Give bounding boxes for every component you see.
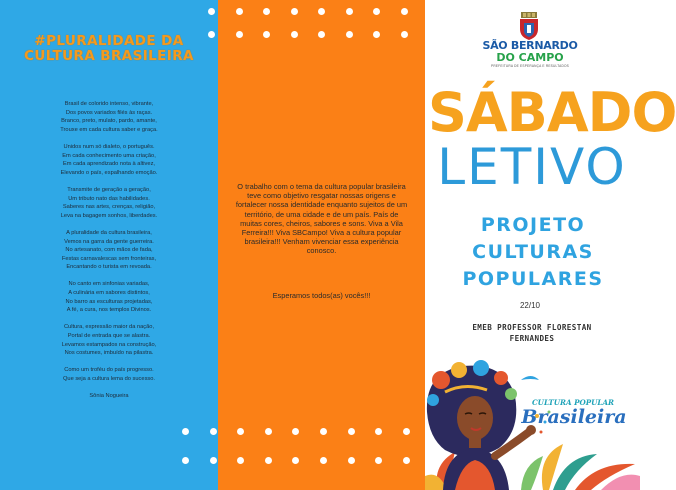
- poem-stanza: [6, 280, 212, 314]
- poem-author: Sônia Nogueira: [89, 393, 129, 400]
- poem-line: A fé, a cura, nos templos Divinos.: [66, 307, 152, 314]
- dot: [208, 31, 215, 38]
- poem-line: Branco, preto, mulato, pardo, amante,: [61, 118, 157, 125]
- poem-body: [6, 100, 212, 401]
- poem-line: Brasil de colorido intenso, vibrante,: [64, 101, 154, 107]
- poem-line: Saberes nas artes, crenças, religião,: [62, 204, 156, 211]
- invitation-closing: Esperamos todos(as) vocês!!!: [272, 291, 371, 300]
- school-name-line: FERNANDES: [509, 334, 555, 343]
- dot: [320, 457, 327, 464]
- poem-line: Portal de entrada que se alastra.: [67, 333, 151, 340]
- dot: [403, 428, 410, 435]
- dot: [403, 457, 410, 464]
- poem-line: Cultura, expressão maior da nação,: [63, 324, 155, 331]
- poem-stanza: [6, 229, 212, 272]
- dot: [182, 457, 189, 464]
- poem-stanza: [6, 186, 212, 220]
- poem-line: No barro as esculturas projetadas,: [65, 298, 153, 305]
- dot: [210, 428, 217, 435]
- dot: [318, 31, 325, 38]
- dot: [373, 31, 380, 38]
- poem-line: A pluralidade da cultura brasileira,: [66, 229, 152, 236]
- dot: [236, 8, 243, 15]
- dot: [348, 428, 355, 435]
- poem-line: Como um troféu do país progresso.: [64, 367, 154, 374]
- cover-title-sabado: SÁBADO: [428, 81, 676, 144]
- dot: [236, 31, 243, 38]
- project-title-line: CULTURAS: [472, 241, 594, 263]
- poem-stanza: [6, 366, 212, 383]
- dot: [208, 8, 215, 15]
- poem-line: Elevando o país, espalhando emoção.: [60, 169, 158, 176]
- decorative-dots-top: [198, 8, 418, 42]
- project-title-line: PROJETO: [480, 214, 586, 236]
- project-title: [440, 212, 626, 293]
- dot: [318, 8, 325, 15]
- dot: [291, 8, 298, 15]
- dot: [182, 428, 189, 435]
- poem-line: Leva na bagagem sonhos, liberdades.: [60, 212, 158, 219]
- city-logo-line-2: DO CAMPO: [496, 51, 564, 64]
- event-date: 22/10: [519, 301, 541, 310]
- dot: [263, 8, 270, 15]
- poem-line: A culinária em sabores distintos,: [68, 290, 150, 297]
- poem-stanza: [6, 100, 212, 134]
- poem-line: Unidos num só dialeto, o português.: [63, 143, 155, 150]
- dot: [265, 457, 272, 464]
- dot: [375, 428, 382, 435]
- poem-line: Levamos estampados na construção,: [61, 341, 157, 348]
- city-crest-icon: [518, 12, 540, 40]
- cover-title-letivo: LETIVO: [437, 138, 627, 196]
- poem-line: Em cada conhecimento uma criação,: [62, 152, 156, 159]
- poem-stanza: [6, 143, 212, 177]
- school-name-line: EMEB PROFESSOR FLORESTAN: [472, 323, 592, 332]
- dot: [373, 8, 380, 15]
- poem-line: Transmite de geração a geração,: [67, 186, 151, 193]
- poem-line: Um tributo nato das habilidades.: [68, 195, 150, 202]
- school-name: [432, 322, 632, 344]
- poem-line: Trouxe em cada cultura saber e graça.: [60, 126, 158, 133]
- city-logo-line-1: SÃO BERNARDO: [482, 39, 578, 52]
- dot: [210, 457, 217, 464]
- project-description: O trabalho com o tema da cultura popular brasileira teve como objetivo resgatar nossas origens e fortalecer nossa identidade enquanto sujeitos de um território, de uma cidade e de um país. País de muitas cores, cheiros, sabores e sons. Viva a Vila Ferreira!!! Viva SBCampo! Viva a cultura popular brasileira!!! Venham vivenciar essa experiência conosco.: [235, 182, 408, 256]
- dot: [401, 31, 408, 38]
- decorative-dots-bottom: [172, 428, 420, 472]
- dot: [291, 31, 298, 38]
- dot: [292, 457, 299, 464]
- dot: [401, 8, 408, 15]
- poem-line: No canto em sinfonias variadas,: [68, 281, 150, 288]
- dot: [237, 457, 244, 464]
- illustration-caption-top: CULTURA POPULAR: [531, 398, 615, 407]
- dot: [346, 31, 353, 38]
- dot: [346, 8, 353, 15]
- poem-line: Festas carnavalescas sem fronteiras,: [61, 255, 157, 262]
- poem-line: Vemos na garra da gente guerreira.: [64, 238, 154, 245]
- dot: [237, 428, 244, 435]
- dot: [348, 457, 355, 464]
- poem-line: Que seja a cultura lema do sucesso.: [63, 376, 155, 382]
- poem-line: Nos costumes, imbuído na pilastra.: [64, 350, 154, 357]
- dot: [265, 428, 272, 435]
- poem-line: Encantando o turista em revoada.: [66, 264, 152, 271]
- city-logo-tagline: PREFEITURA DE ESPERANÇA E RESULTADOS: [491, 64, 569, 68]
- poem-stanza: [6, 323, 212, 357]
- dot: [320, 428, 327, 435]
- poem-line: No artesanato, com mãos de fada,: [65, 247, 153, 254]
- dot: [263, 31, 270, 38]
- poem-line: Dos povos variados filés às raças.: [65, 109, 153, 116]
- poem-title: #PLURALIDADE DA CULTURA BRASILEIRA: [24, 33, 194, 64]
- project-title-line: POPULARES: [462, 268, 604, 290]
- dot: [375, 457, 382, 464]
- poem-line: Em cada aprendizado nota à altivez,: [62, 161, 155, 168]
- illustration-caption-main: Brasileira: [521, 406, 627, 428]
- dot: [292, 428, 299, 435]
